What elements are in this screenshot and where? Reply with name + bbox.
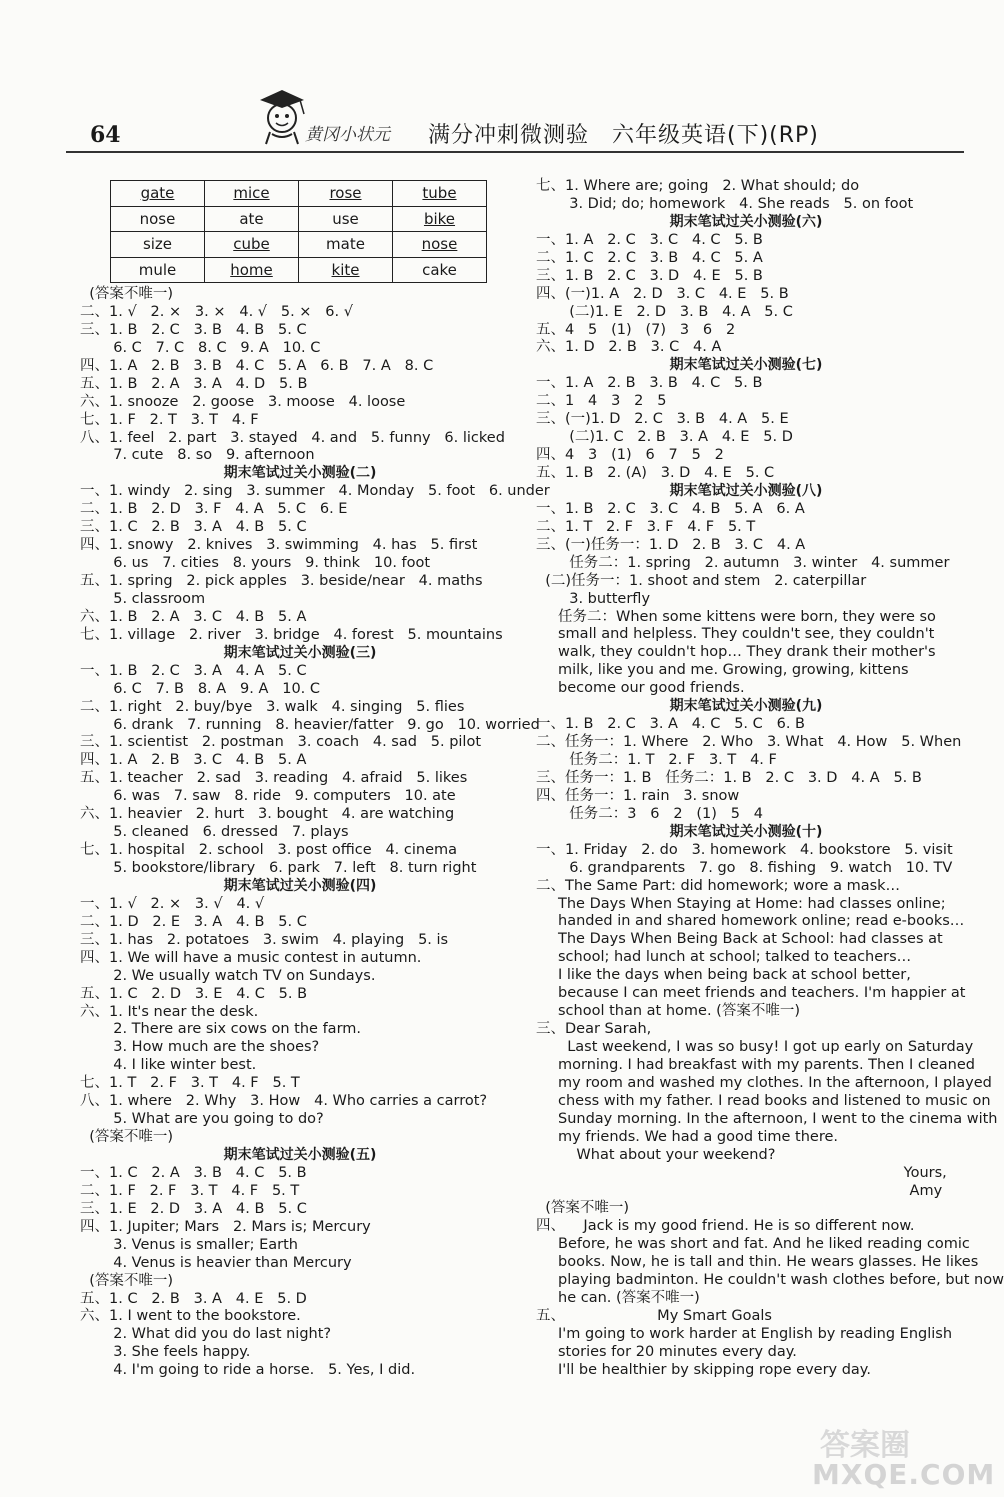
answer-line: my friends. We had a good time there.: [558, 1128, 838, 1145]
answer-line: 四、1. A 2. B 3. B 4. C 5. A 6. B 7. A 8. C: [80, 357, 434, 374]
answer-line: 七、1. F 2. T 3. T 4. F: [80, 411, 259, 428]
answer-line: (二)1. E 2. D 3. B 4. A 5. C: [560, 303, 793, 320]
answer-line: 二、1. √ 2. × 3. × 4. √ 5. × 6. √: [80, 303, 353, 320]
answer-line: 四、1. snowy 2. knives 3. swimming 4. has 5. first: [80, 537, 478, 554]
answer-line: 四、1. We will have a music contest in autumn.: [80, 949, 422, 966]
answer-line: 三、(一)任务一：1. D 2. B 3. C 4. A: [536, 536, 806, 553]
page-number: 64: [90, 122, 121, 148]
answer-line: 4. Venus is heavier than Mercury: [104, 1254, 352, 1271]
answer-line: become our good friends.: [558, 680, 745, 697]
answer-line: morning. I had breakfast with my parents. Then I cleaned: [558, 1056, 975, 1073]
table-cell: rose: [299, 181, 393, 207]
answer-line: 3. How much are the shoes?: [104, 1039, 320, 1056]
answer-line: 一、1. A 2. B 3. B 4. C 5. B: [536, 375, 763, 392]
answer-line: 二、任务一：1. Where 2. Who 3. What 4. How 5. When: [536, 734, 962, 751]
answer-line: Before, he was short and fat. And he liked reading comic: [558, 1236, 970, 1253]
answer-line: small and helpless. They couldn't see, they couldn't: [558, 626, 935, 643]
answer-line: 任务二：1. T 2. F 3. T 4. F: [560, 752, 777, 768]
answer-line: 5. classroom: [104, 590, 206, 607]
table-cell: gate: [111, 181, 205, 207]
answer-line: (答案不唯一): [80, 1129, 174, 1146]
answer-line: 2. There are six cows on the farm.: [104, 1021, 362, 1038]
answer-line: 七、1. village 2. river 3. bridge 4. forest 5. mountains: [80, 626, 503, 643]
watermark-url: MXQE.COM: [812, 1458, 996, 1491]
table-cell: mule: [111, 257, 205, 283]
answer-line: 四、4 3 (1) 6 7 5 2: [536, 447, 724, 464]
section-heading: 期末笔试过关小测验(二): [223, 465, 377, 482]
section-heading: 期末笔试过关小测验(十): [669, 823, 823, 840]
answer-line: 四、 Jack is my good friend. He is so different now.: [536, 1218, 915, 1235]
table-cell: tube: [393, 181, 487, 207]
answer-line: chess with my father. I read books and listened to music on: [558, 1092, 991, 1109]
section-heading: 期末笔试过关小测验(八): [669, 482, 823, 499]
answer-line: 任务二：3 6 2 (1) 5 4: [560, 805, 764, 822]
answer-line: 二、1. right 2. buy/bye 3. walk 4. singing 5. flies: [80, 698, 465, 715]
answer-line: 任务二：1. spring 2. autumn 3. winter 4. summer: [560, 554, 950, 571]
answer-line: I'm going to work harder at English by reading English: [558, 1326, 953, 1342]
table-row: [111, 181, 487, 207]
answer-line: 3. butterfly: [560, 590, 651, 607]
answer-line: handed in and shared homework online; read e-books…: [558, 913, 965, 930]
answer-line: 六、1. It's near the desk.: [80, 1003, 259, 1020]
answer-line: Amy: [909, 1182, 956, 1199]
answer-line: walk, they couldn't hop… They drank their mother's: [558, 644, 936, 661]
answer-line: 6. us 7. cities 8. yours 9. think 10. foot: [104, 555, 431, 572]
answer-line: 六、1. I went to the bookstore.: [80, 1308, 301, 1325]
answer-line: 四、1. Jupiter; Mars 2. Mars is; Mercury: [80, 1218, 371, 1235]
answer-line: 五、1. C 2. B 3. A 4. E 5. D: [80, 1290, 307, 1307]
answer-line: The Days When Staying at Home: had classes online;: [558, 895, 946, 912]
watermark-logo: 答案圈: [820, 1428, 910, 1463]
answer-line: I like the days when being back at school better,: [558, 967, 911, 984]
answer-line: (答案不唯一): [80, 286, 174, 302]
section-heading: 期末笔试过关小测验(七): [669, 357, 823, 374]
table-cell: nose: [111, 206, 205, 232]
table-cell: home: [205, 257, 299, 283]
answer-line: Yours,: [903, 1164, 956, 1181]
answer-line: 四、任务一：1. rain 3. snow: [536, 787, 740, 804]
table-cell: cake: [393, 257, 487, 283]
answer-line: 四、(一)1. A 2. D 3. C 4. E 5. B: [536, 285, 789, 302]
answer-line: 七、1. T 2. F 3. T 4. F 5. T: [80, 1075, 300, 1092]
answer-line: 七、1. Where are; going 2. What should; do: [536, 178, 860, 194]
answer-line: 2. What did you do last night?: [104, 1326, 332, 1343]
answer-line: 3. Did; do; homework 4. She reads 5. on foot: [560, 195, 914, 212]
answer-line: 二、1 4 3 2 5: [536, 393, 667, 410]
answer-line: school than at home. (答案不唯一): [558, 1003, 800, 1020]
answer-line: 三、1. C 2. B 3. A 4. B 5. C: [80, 519, 307, 536]
answer-line: 一、1. windy 2. sing 3. summer 4. Monday 5. foot 6. under: [80, 483, 550, 500]
table-row: [111, 206, 487, 232]
answer-line: 八、1. feel 2. part 3. stayed 4. and 5. funny 6. licked: [80, 429, 505, 446]
answer-line: What about your weekend?: [558, 1146, 776, 1163]
left-column: [80, 178, 550, 1380]
table-cell: mice: [205, 181, 299, 207]
answer-line: 三、1. E 2. D 3. A 4. B 5. C: [80, 1200, 307, 1217]
answer-line: 二、1. T 2. F 3. F 4. F 5. T: [536, 518, 756, 535]
answer-line: 5. What are you going to do?: [104, 1111, 324, 1128]
answer-line: 七、1. hospital 2. school 3. post office 4. cinema: [80, 842, 458, 859]
answer-line: 三、1. B 2. C 3. D 4. E 5. B: [536, 267, 763, 284]
answer-line: stories for 20 minutes every day.: [558, 1343, 797, 1360]
answer-line: 五、1. teacher 2. sad 3. reading 4. afraid 5. likes: [80, 770, 468, 787]
answer-line: milk, like you and me. Growing, growing, kittens: [558, 662, 909, 679]
answer-line: 三、Dear Sarah,: [536, 1021, 652, 1038]
section-heading: 期末笔试过关小测验(四): [223, 877, 377, 894]
answer-line: 六、1. D 2. B 3. C 4. A: [536, 339, 722, 356]
answer-line: 三、(一)1. D 2. C 3. B 4. A 5. E: [536, 411, 789, 428]
word-table: [110, 180, 487, 283]
answer-line: 6. C 7. C 8. C 9. A 10. C: [104, 339, 321, 356]
table-row: [111, 257, 487, 283]
answer-line: Sunday morning. In the afternoon, I went to the cinema with: [558, 1110, 998, 1127]
answer-line: 二、1. D 2. E 3. A 4. B 5. C: [80, 913, 307, 930]
answer-line: 六、1. heavier 2. hurt 3. bought 4. are watching: [80, 806, 455, 823]
answer-line: 六、1. B 2. A 3. C 4. B 5. A: [80, 608, 307, 625]
answer-line: 二、1. B 2. D 3. F 4. A 5. C 6. E: [80, 501, 348, 518]
answer-line: 二、The Same Part: did homework; wore a mask…: [536, 877, 901, 894]
answer-line: 一、1. Friday 2. do 3. homework 4. bookstore 5. visit: [536, 841, 953, 858]
table-cell: ate: [205, 206, 299, 232]
answer-line: playing badminton. He couldn't wash clothes before, but now: [558, 1272, 1004, 1289]
answer-line: 二、1. F 2. F 3. T 4. F 5. T: [80, 1182, 300, 1199]
section-heading: 期末笔试过关小测验(六): [669, 213, 823, 230]
answer-line: 6. C 7. B 8. A 9. A 10. C: [104, 680, 321, 697]
page-title: 满分冲刺微测验 六年级英语(下)(RP): [428, 123, 819, 148]
answer-line: 一、1. B 2. C 3. C 4. B 5. A 6. A: [536, 500, 805, 517]
answer-line: books. Now, he is tall and thin. He wears glasses. He likes: [558, 1254, 979, 1271]
answer-line: (二)任务一：1. shoot and stem 2. caterpillar: [536, 572, 867, 589]
section-heading: 期末笔试过关小测验(三): [223, 644, 377, 661]
answer-line: The Days When Being Back at School: had classes at: [558, 931, 943, 948]
answer-line: 6. drank 7. running 8. heavier/fatter 9. go 10. worried: [104, 716, 540, 733]
right-column: [536, 178, 1004, 1380]
answer-line: 五、1. B 2. A 3. A 4. D 5. B: [80, 375, 308, 392]
answer-line: 六、1. snooze 2. goose 3. moose 4. loose: [80, 393, 406, 410]
answer-line: 任务二：When some kittens were born, they were so: [558, 608, 936, 625]
table-cell: mate: [299, 232, 393, 258]
answer-line: (二)1. C 2. B 3. A 4. E 5. D: [560, 429, 793, 446]
mascot-icon: [252, 86, 312, 146]
answer-line: 三、1. has 2. potatoes 3. swim 4. playing 5. is: [80, 931, 449, 948]
table-cell: cube: [205, 232, 299, 258]
answer-line: 三、1. B 2. C 3. B 4. B 5. C: [80, 321, 307, 338]
answer-line: 二、1. C 2. C 3. B 4. C 5. A: [536, 249, 763, 266]
answer-line: (答案不唯一): [536, 1200, 630, 1217]
section-heading: 期末笔试过关小测验(九): [669, 698, 823, 715]
answer-line: 五、1. B 2. (A) 3. D 4. E 5. C: [536, 465, 775, 481]
answer-line: 7. cute 8. so 9. afternoon: [104, 447, 315, 464]
answer-line: (答案不唯一): [80, 1272, 174, 1289]
answer-line: school; had lunch at school; talked to teachers…: [558, 949, 912, 966]
table-cell: bike: [393, 206, 487, 232]
page-header: [0, 0, 1000, 160]
answer-line: Last weekend, I was so busy! I got up early on Saturday: [558, 1039, 974, 1055]
header-rule: [66, 151, 964, 153]
answer-line: 2. We usually watch TV on Sundays.: [104, 967, 376, 984]
answer-line: 四、1. A 2. B 3. C 4. B 5. A: [80, 752, 307, 769]
answer-line: 五、1. C 2. D 3. E 4. C 5. B: [80, 985, 308, 1002]
answer-line: 三、任务一：1. B 任务二：1. B 2. C 3. D 4. A 5. B: [536, 769, 922, 786]
answer-line: 八、1. where 2. Why 3. How 4. Who carries a carrot?: [80, 1093, 488, 1110]
answer-line: 一、1. √ 2. × 3. √ 4. √: [80, 895, 265, 912]
answer-line: I'll be healthier by skipping rope every day.: [558, 1361, 871, 1378]
answer-line: 一、1. C 2. A 3. B 4. C 5. B: [80, 1164, 307, 1181]
section-heading: 期末笔试过关小测验(五): [223, 1147, 377, 1163]
answer-line: 3. She feels happy.: [104, 1344, 251, 1361]
table-row: [111, 232, 487, 258]
answer-line: 三、1. scientist 2. postman 3. coach 4. sad 5. pilot: [80, 734, 482, 751]
answer-line: he can. (答案不唯一): [558, 1290, 700, 1307]
answer-line: 6. was 7. saw 8. ride 9. computers 10. ate: [104, 788, 456, 805]
answer-line: 6. grandparents 7. go 8. fishing 9. watch 10. TV: [560, 859, 953, 876]
answer-line: because I can meet friends and teachers. I'm happier at: [558, 985, 966, 1002]
answer-line: 五、 My Smart Goals: [536, 1308, 772, 1325]
answer-line: 一、1. A 2. C 3. C 4. C 5. B: [536, 231, 763, 248]
answer-line: 5. cleaned 6. dressed 7. plays: [104, 824, 349, 841]
answer-line: 一、1. B 2. C 3. A 4. A 5. C: [80, 662, 307, 679]
table-cell: size: [111, 232, 205, 258]
answer-line: 五、1. spring 2. pick apples 3. beside/near 4. maths: [80, 573, 483, 589]
answer-line: 5. bookstore/library 6. park 7. left 8. turn right: [104, 860, 477, 876]
table-cell: kite: [299, 257, 393, 283]
answer-line: 4. I like winter best.: [104, 1057, 257, 1074]
brand-logo-text: 黄冈小状元: [305, 125, 390, 145]
answer-line: 4. I'm going to ride a horse. 5. Yes, I did.: [104, 1362, 416, 1379]
answer-line: 一、1. B 2. C 3. A 4. C 5. C 6. B: [536, 716, 805, 733]
answer-line: my room and washed my clothes. In the afternoon, I played: [558, 1074, 992, 1091]
table-cell: use: [299, 206, 393, 232]
answer-line: 3. Venus is smaller; Earth: [104, 1236, 298, 1253]
answer-line: 五、4 5 (1) (7) 3 6 2: [536, 321, 736, 338]
table-cell: nose: [393, 232, 487, 258]
